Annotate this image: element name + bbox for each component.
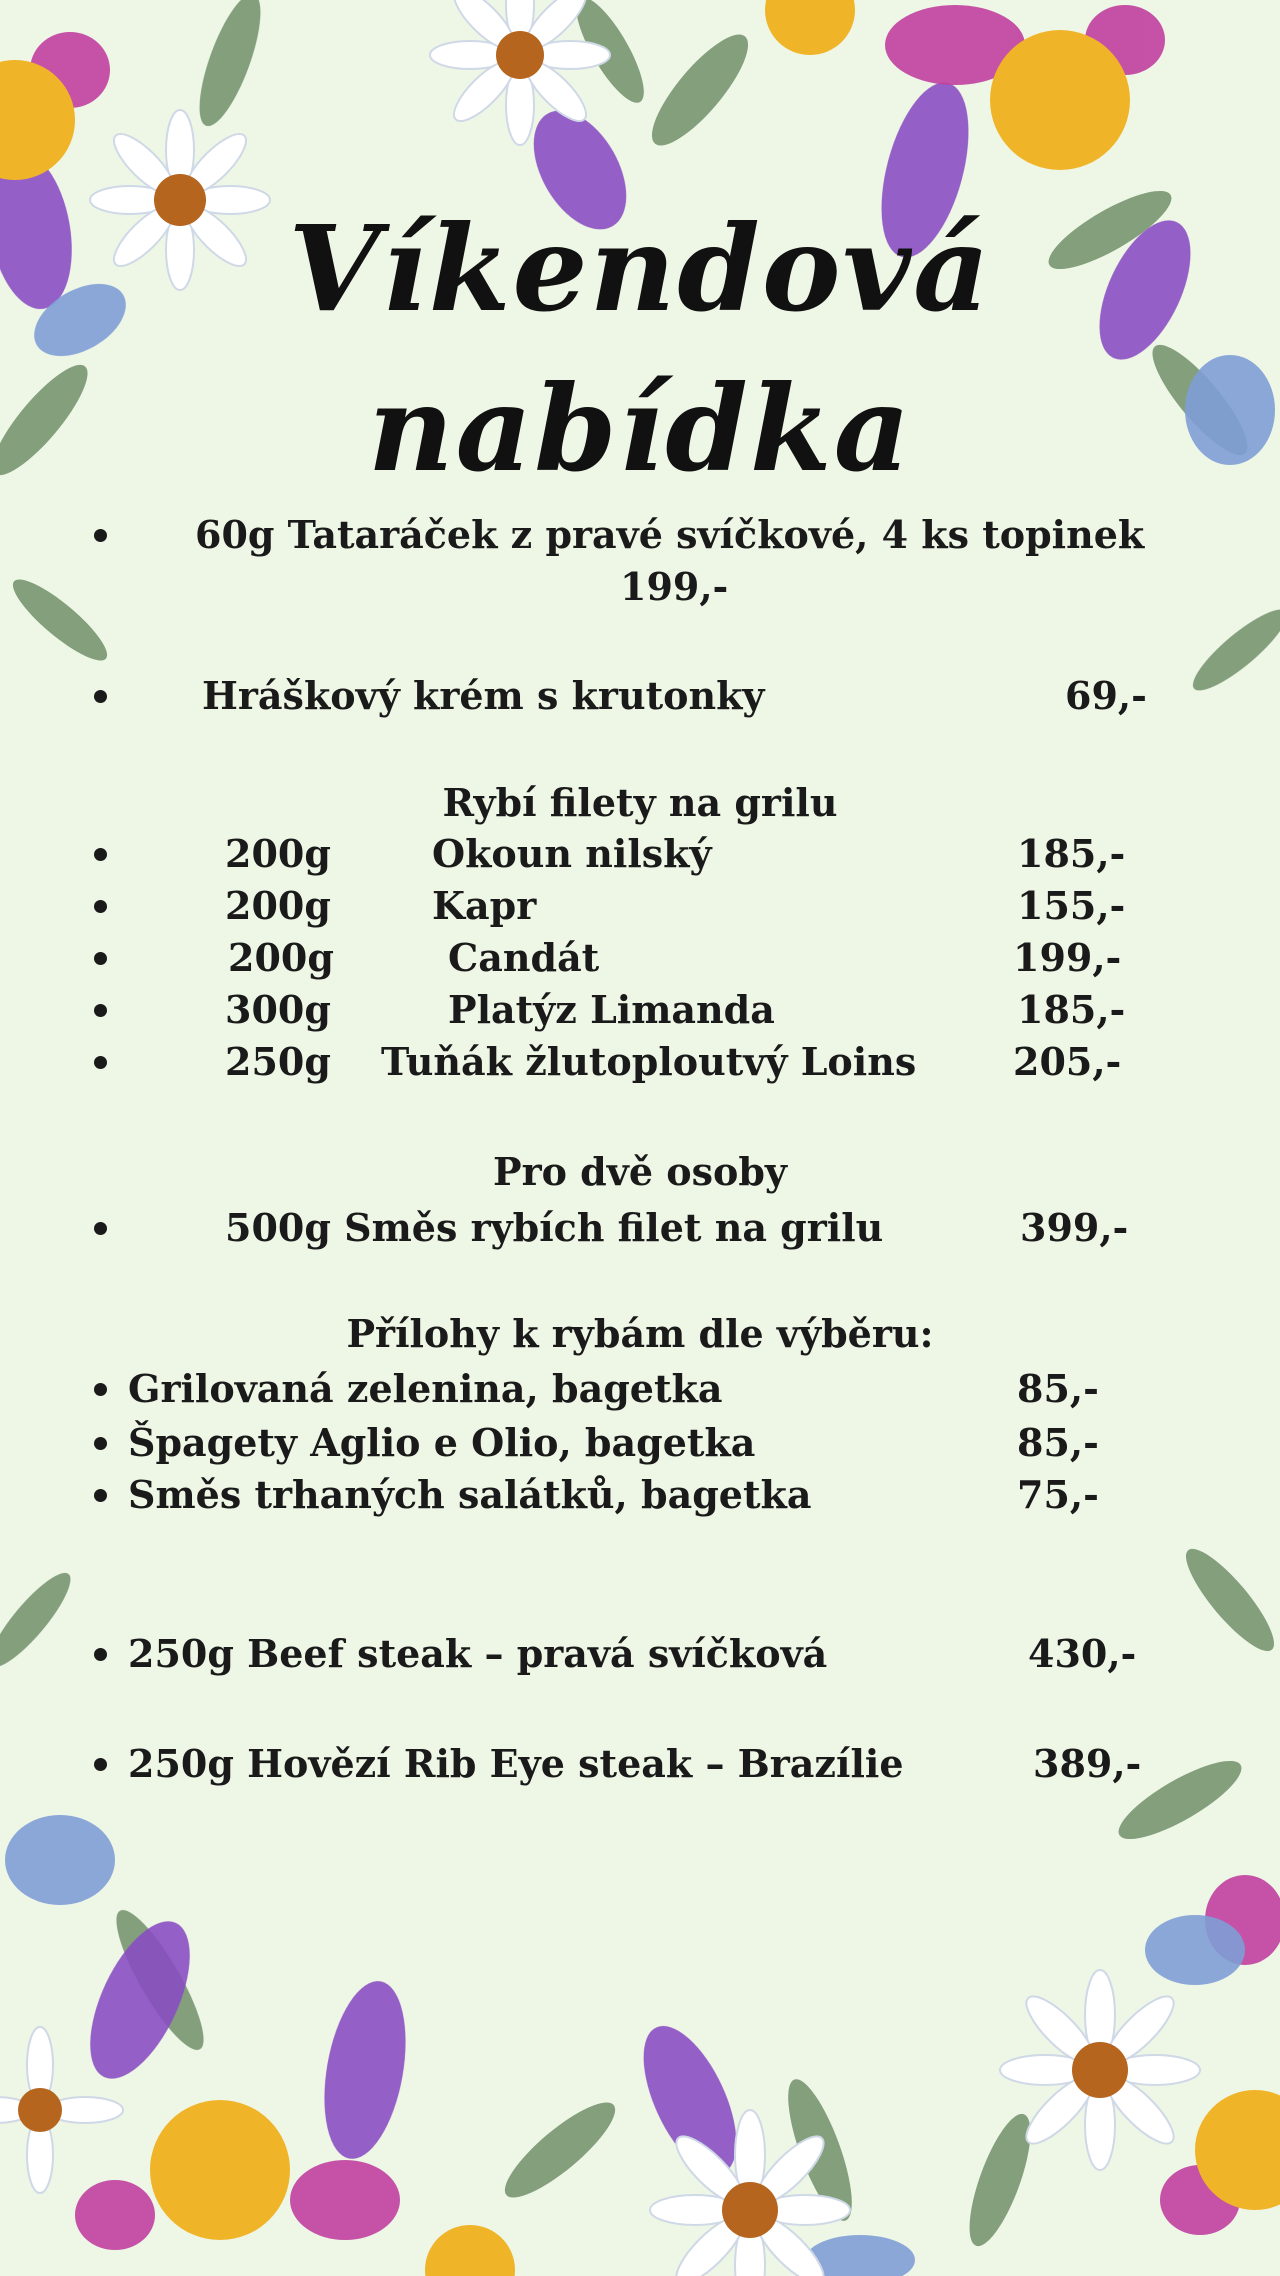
bullet-icon bbox=[94, 1648, 107, 1661]
fish-row-name: Candát bbox=[448, 935, 600, 980]
steak-item-price: 389,- bbox=[1033, 1741, 1142, 1786]
bullet-icon bbox=[94, 1222, 107, 1235]
fish-section-heading: Rybí filety na grilu bbox=[442, 780, 838, 825]
steak-item-price: 430,- bbox=[1028, 1631, 1137, 1676]
menu-title-line-1: Víkendová bbox=[288, 199, 992, 338]
fish-row-price: 155,- bbox=[1017, 883, 1126, 928]
item-soup-price: 69,- bbox=[1065, 673, 1147, 718]
fish-row-weight: 200g bbox=[225, 883, 331, 928]
steak-item-text: 250g Hovězí Rib Eye steak – Brazílie bbox=[128, 1741, 904, 1786]
fish-row-price: 205,- bbox=[1013, 1039, 1122, 1084]
menu-title-line-2: nabídka bbox=[367, 359, 913, 498]
fish-row-price: 185,- bbox=[1017, 831, 1126, 876]
bullet-icon bbox=[94, 900, 107, 913]
fish-row-name: Okoun nilský bbox=[432, 831, 712, 876]
bullet-icon bbox=[94, 690, 107, 703]
item-soup-text: Hráškový krém s krutonky bbox=[202, 673, 765, 718]
fish-row-name: Tuňák žlutoploutvý Loins bbox=[381, 1039, 917, 1084]
two-persons-item-text: 500g Směs rybích filet na grilu bbox=[225, 1205, 884, 1250]
item-tatarak-price: 199,- bbox=[620, 564, 729, 609]
fish-row-name: Kapr bbox=[432, 883, 537, 928]
bullet-icon bbox=[94, 1758, 107, 1771]
side-item-price: 85,- bbox=[1017, 1366, 1099, 1411]
two-persons-item-price: 399,- bbox=[1020, 1205, 1129, 1250]
bullet-icon bbox=[94, 1056, 107, 1069]
side-item-text: Grilovaná zelenina, bagetka bbox=[128, 1366, 723, 1411]
steak-item-text: 250g Beef steak – pravá svíčková bbox=[128, 1631, 828, 1676]
sides-heading: Přílohy k rybám dle výběru: bbox=[346, 1311, 934, 1356]
two-persons-heading: Pro dvě osoby bbox=[493, 1149, 787, 1194]
bullet-icon bbox=[94, 952, 107, 965]
fish-row-weight: 300g bbox=[225, 987, 331, 1032]
fish-row-weight: 250g bbox=[225, 1039, 331, 1084]
bullet-icon bbox=[94, 848, 107, 861]
side-item-text: Špagety Aglio e Olio, bagetka bbox=[128, 1420, 756, 1465]
fish-row-name: Platýz Limanda bbox=[448, 987, 775, 1032]
bullet-icon bbox=[94, 1383, 107, 1396]
side-item-price: 75,- bbox=[1017, 1472, 1099, 1517]
bullet-icon bbox=[94, 1004, 107, 1017]
bullet-icon bbox=[94, 1437, 107, 1450]
side-item-price: 85,- bbox=[1017, 1420, 1099, 1465]
fish-row-price: 199,- bbox=[1013, 935, 1122, 980]
item-tatarak-text: 60g Tataráček z pravé svíčkové, 4 ks topinek bbox=[195, 512, 1145, 557]
side-item-text: Směs trhaných salátků, bagetka bbox=[128, 1472, 812, 1517]
fish-row-weight: 200g bbox=[225, 831, 331, 876]
fish-row-weight: 200g bbox=[228, 935, 334, 980]
bullet-icon bbox=[94, 529, 107, 542]
bullet-icon bbox=[94, 1489, 107, 1502]
fish-row-price: 185,- bbox=[1017, 987, 1126, 1032]
